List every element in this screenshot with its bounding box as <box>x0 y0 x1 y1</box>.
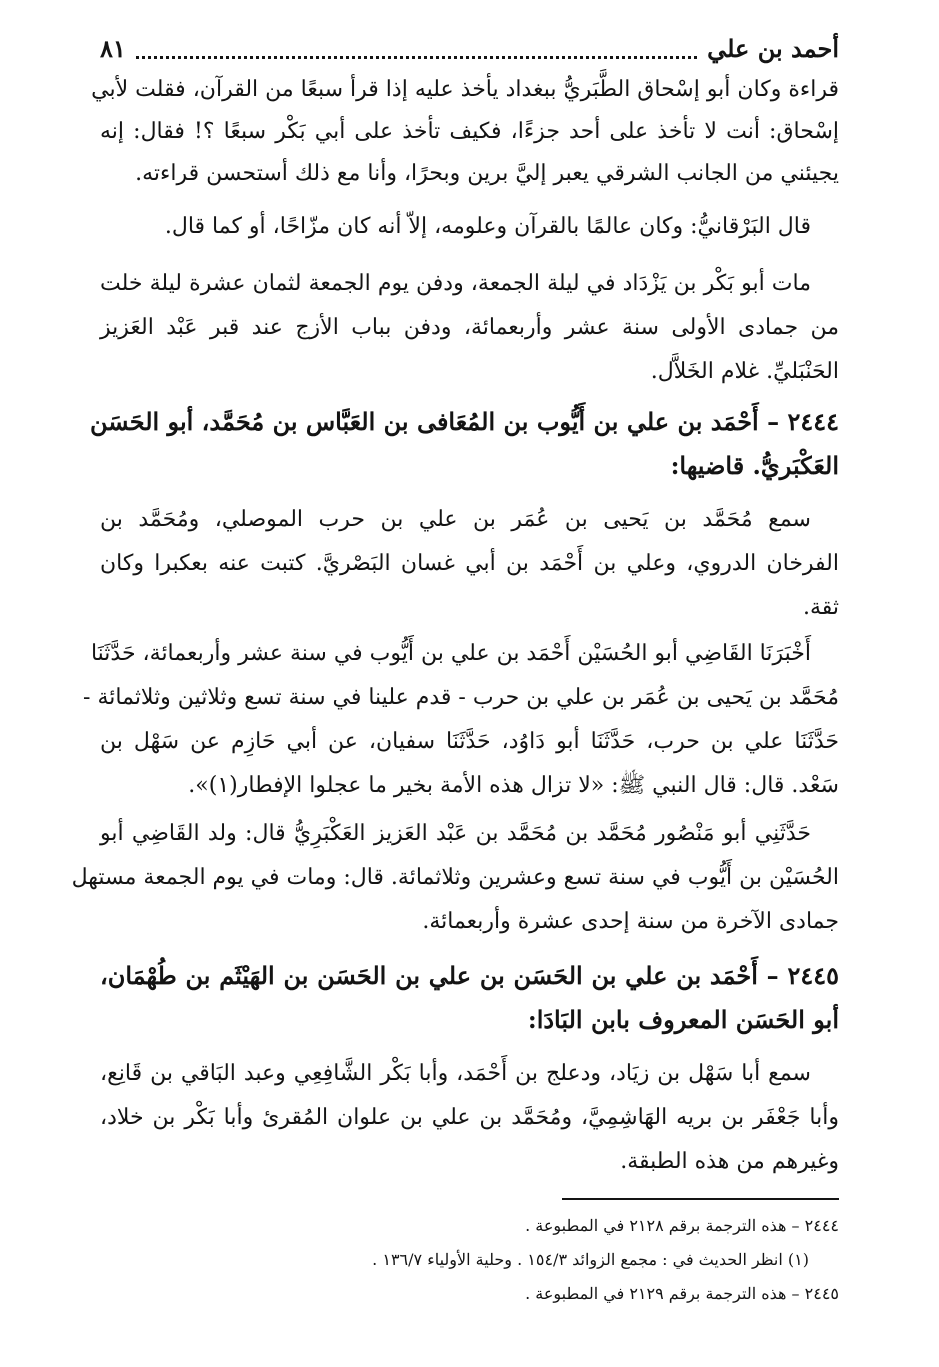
body-line: الحُسَيْن بن أَيُّوب في سنة تسع وعشرين وثلاثمائة. قال: ومات في يوم الجمعة مستهل <box>71 865 839 890</box>
body-line: من جمادى الأولى سنة عشر وأربعمائة، ودفن بباب الأزج عند قبر عَبْد العَزيز <box>100 315 839 340</box>
entry-heading: ٢٤٤٤ – أَحْمَد بن علي بن أَيُّوب بن المُعَافى بن العَبَّاس بن مُحَمَّد، أبو الحَسَن <box>90 407 839 436</box>
running-head-title: أحمد بن علي <box>707 33 839 63</box>
entry-heading: ٢٤٤٥ – أَحْمَد بن علي بن الحَسَن بن علي بن الحَسَن بن الهَيْثَم بن طُهْمَان، <box>100 961 839 990</box>
footnote: ٢٤٤٥ – هذه الترجمة برقم ٢١٢٩ في المطبوعة . <box>525 1284 839 1303</box>
hadith-line: سَعْد. قال: قال النبي ﷺ: «لا تزال هذه الأمة بخير ما عجلوا الإفطار(١)». <box>188 773 839 798</box>
body-line: مات أبو بَكْر بن يَزْدَاد في ليلة الجمعة، ودفن يوم الجمعة لثمان عشرة ليلة خلت <box>100 271 811 296</box>
body-line: ثقة. <box>802 595 839 620</box>
footnote-divider <box>562 1198 839 1200</box>
body-line: يجيئني من الجانب الشرقي يعبر إليَّ برين وبحرًا، وأنا مع ذلك أستحسن قراءته. <box>135 161 839 186</box>
body-line: سمع أبا سَهْل بن زيَاد، ودعلج بن أَحْمَد، وأبا بَكْر الشَّافِعِي وعبد البَاقي بن قَانِع، <box>100 1061 811 1086</box>
body-line: قال البَرْقانيُّ: وكان عالمًا بالقرآن وعلومه، إلاّ أنه كان مزّاحًا، أو كما قال. <box>164 214 811 239</box>
footnote: (١) انظر الحديث في : مجمع الزوائد ١٥٤/٣ . وحلية الأولياء ١٣٦/٧ . <box>372 1250 809 1269</box>
body-line: حَدَّثَنِي أبو مَنْصُور مُحَمَّد بن مُحَمَّد بن عَبْد العَزيز العَكْبَرِيُّ قال: ولد القَاضِي أبو <box>100 821 811 846</box>
body-line: وغيرهم من هذه الطبقة. <box>620 1149 839 1174</box>
body-line: أَخْبَرَنَا القَاضِي أبو الحُسَيْن أَحْمَد بن علي بن أَيُّوب في سنة عشر وأربعمائة، حَدَّثَنَا <box>90 641 811 666</box>
leader-dots <box>136 46 697 59</box>
body-line: سمع مُحَمَّد بن يَحيى بن عُمَر بن علي بن حرب الموصلي، ومُحَمَّد بن <box>100 507 811 532</box>
page-number: ٨١ <box>100 33 126 63</box>
running-head <box>100 28 839 69</box>
footnote: ٢٤٤٤ – هذه الترجمة برقم ٢١٢٨ في المطبوعة . <box>525 1216 839 1235</box>
entry-heading: أبو الحَسَن المعروف بابن البَادَا: <box>527 1005 839 1034</box>
body-line: الفرخان الدروي، وعلي بن أَحْمَد بن أبي غسان البَصْريَّ. كتبت عنه بعكبرا وكان <box>100 551 839 576</box>
body-line: جمادى الآخرة من سنة إحدى عشرة وأربعمائة. <box>422 909 839 934</box>
entry-heading: العَكْبَريُّ. قاضيها: <box>670 451 839 480</box>
body-line: وأبا جَعْفَر بن بريه الهَاشِمِيَّ، ومُحَمَّد بن علي بن علوان المُقرئ وأبا بَكْر بن خلاد، <box>100 1105 839 1130</box>
body-line: حَدَّثَنَا علي بن حرب، حَدَّثَنَا أبو دَاوُد، حَدَّثَنَا سفيان، عن أبي حَازِم عن سَهْل بن <box>100 729 839 754</box>
body-line: مُحَمَّد بن يَحيى بن عُمَر بن علي بن حرب - قدم علينا في سنة تسع وثلاثين وثلاثمائة - <box>83 685 839 710</box>
body-line: الحَنْبَليِّ. غلام الخَلاَّل. <box>650 359 839 384</box>
body-line: قراءة وكان أبو إسْحاق الطَّبَريُّ ببغداد يأخذ عليه إذا قرأ سبعًا من القرآن، فقلت لأبي <box>91 77 839 102</box>
body-line: إسْحاق: أنت لا تأخذ على أحد جزءًا، فكيف تأخذ على أبي بَكْر سبعًا ؟! فقال: إنه <box>100 119 839 144</box>
